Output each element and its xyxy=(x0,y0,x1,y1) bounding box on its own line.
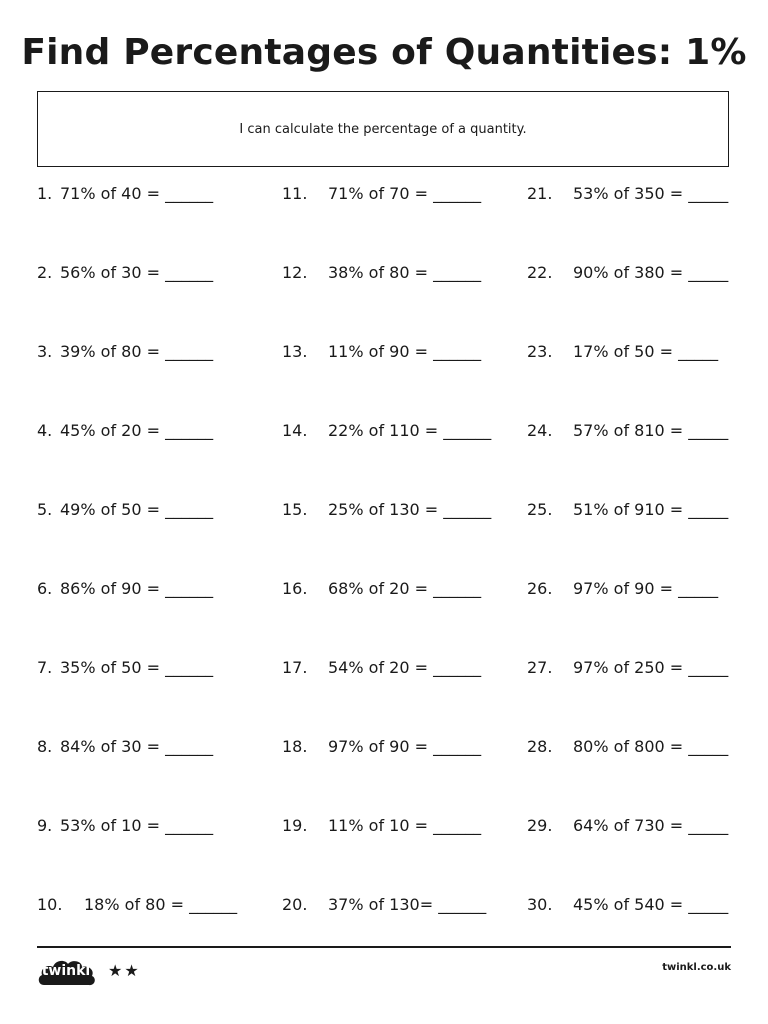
question-expression: 39% of 80 = ______ xyxy=(60,342,214,361)
worksheet-title: Find Percentages of Quantities: 1% xyxy=(21,32,747,73)
question-item xyxy=(282,263,481,282)
question-number: 12. xyxy=(282,263,308,282)
question-number: 6. xyxy=(37,579,53,598)
question-number: 7. xyxy=(37,658,53,677)
question-number: 30. xyxy=(527,895,553,914)
question-item xyxy=(282,500,491,519)
question-item xyxy=(37,737,213,756)
question-item xyxy=(37,658,213,677)
question-item xyxy=(37,421,213,440)
question-number: 8. xyxy=(37,737,53,756)
question-number: 16. xyxy=(282,579,308,598)
website-url: twinkl.co.uk xyxy=(662,962,731,973)
question-number: 4. xyxy=(37,421,53,440)
question-expression: 53% of 350 = _____ xyxy=(573,184,729,203)
question-expression: 35% of 50 = ______ xyxy=(60,658,214,677)
question-number: 23. xyxy=(527,342,553,361)
question-expression: 71% of 70 = ______ xyxy=(328,184,482,203)
question-number: 1. xyxy=(37,184,53,203)
question-expression: 18% of 80 = ______ xyxy=(84,895,238,914)
question-expression: 45% of 20 = ______ xyxy=(60,421,214,440)
question-expression: 68% of 20 = ______ xyxy=(328,579,482,598)
question-item xyxy=(37,263,213,282)
question-number: 19. xyxy=(282,816,308,835)
question-item xyxy=(527,658,728,677)
question-expression: 17% of 50 = _____ xyxy=(573,342,719,361)
question-number: 28. xyxy=(527,737,553,756)
question-expression: 57% of 810 = _____ xyxy=(573,421,729,440)
question-item xyxy=(37,895,237,914)
question-item xyxy=(527,816,728,835)
logo-wordmark: twinkl xyxy=(41,963,91,979)
question-number: 3. xyxy=(37,342,53,361)
question-item xyxy=(282,658,481,677)
question-item xyxy=(527,184,728,203)
question-item xyxy=(282,342,481,361)
question-number: 21. xyxy=(527,184,553,203)
question-item xyxy=(37,500,213,519)
question-item xyxy=(282,895,486,914)
question-number: 22. xyxy=(527,263,553,282)
question-expression: 56% of 30 = ______ xyxy=(60,263,214,282)
question-expression: 53% of 10 = ______ xyxy=(60,816,214,835)
question-expression: 25% of 130 = ______ xyxy=(328,500,492,519)
question-number: 29. xyxy=(527,816,553,835)
question-expression: 51% of 910 = _____ xyxy=(573,500,729,519)
learning-objective: I can calculate the percentage of a quantity. xyxy=(239,121,527,137)
question-item xyxy=(282,421,491,440)
question-expression: 38% of 80 = ______ xyxy=(328,263,482,282)
question-item xyxy=(527,895,728,914)
question-number: 13. xyxy=(282,342,308,361)
difficulty-stars-icon: ★★ xyxy=(108,961,141,980)
question-number: 18. xyxy=(282,737,308,756)
question-item xyxy=(37,579,213,598)
question-item xyxy=(282,816,481,835)
question-number: 10. xyxy=(37,895,63,914)
question-expression: 22% of 110 = ______ xyxy=(328,421,492,440)
question-number: 15. xyxy=(282,500,308,519)
question-item xyxy=(527,342,718,361)
question-number: 26. xyxy=(527,579,553,598)
question-number: 11. xyxy=(282,184,308,203)
question-expression: 97% of 90 = ______ xyxy=(328,737,482,756)
question-number: 5. xyxy=(37,500,53,519)
question-expression: 71% of 40 = ______ xyxy=(60,184,214,203)
question-item xyxy=(527,263,728,282)
question-number: 17. xyxy=(282,658,308,677)
question-expression: 54% of 20 = ______ xyxy=(328,658,482,677)
question-item xyxy=(282,184,481,203)
question-item xyxy=(37,816,213,835)
question-expression: 49% of 50 = ______ xyxy=(60,500,214,519)
question-number: 25. xyxy=(527,500,553,519)
question-expression: 84% of 30 = ______ xyxy=(60,737,214,756)
question-expression: 45% of 540 = _____ xyxy=(573,895,729,914)
question-expression: 11% of 90 = ______ xyxy=(328,342,482,361)
question-expression: 80% of 800 = _____ xyxy=(573,737,729,756)
question-item xyxy=(527,421,728,440)
question-number: 2. xyxy=(37,263,53,282)
question-item xyxy=(527,737,728,756)
question-number: 9. xyxy=(37,816,53,835)
twinkl-logo xyxy=(36,955,98,993)
question-item xyxy=(527,500,728,519)
question-expression: 97% of 250 = _____ xyxy=(573,658,729,677)
question-item xyxy=(37,184,213,203)
question-item xyxy=(282,737,481,756)
question-number: 24. xyxy=(527,421,553,440)
question-expression: 97% of 90 = _____ xyxy=(573,579,719,598)
question-expression: 37% of 130= ______ xyxy=(328,895,487,914)
question-number: 20. xyxy=(282,895,308,914)
learning-objective-box xyxy=(37,91,729,167)
question-expression: 11% of 10 = ______ xyxy=(328,816,482,835)
footer-divider xyxy=(37,946,731,948)
question-expression: 64% of 730 = _____ xyxy=(573,816,729,835)
question-number: 27. xyxy=(527,658,553,677)
question-item xyxy=(37,342,213,361)
question-number: 14. xyxy=(282,421,308,440)
question-expression: 90% of 380 = _____ xyxy=(573,263,729,282)
question-item xyxy=(282,579,481,598)
question-item xyxy=(527,579,718,598)
question-expression: 86% of 90 = ______ xyxy=(60,579,214,598)
